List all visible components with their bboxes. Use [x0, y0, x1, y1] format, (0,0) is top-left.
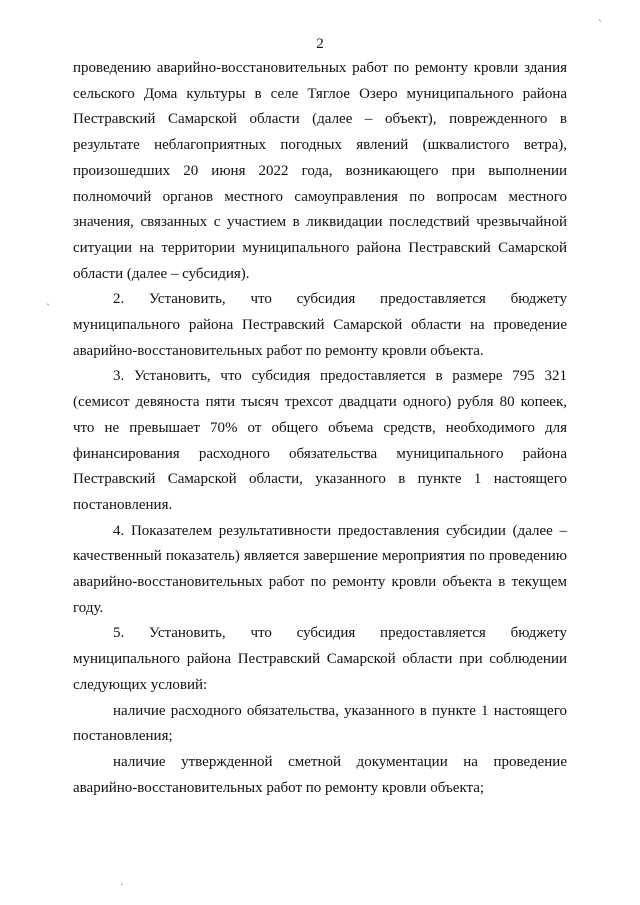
scan-mark: · [120, 880, 124, 891]
scan-mark: ˏ [46, 292, 50, 306]
paragraph-item-3: 3. Установить, что субсидия предоставляется в размере 795 321 (семисот девяноста пяти тысяч трехсот двадцати одного) рубля 80 копеек, что не превышает 70% от общего объема средств, необходимого для финансирования расходного обязательства муниципального района Пестравский Самарской области, указанного в пункте 1 настоящего постановления. [73, 368, 567, 513]
scan-mark: ˎ [598, 8, 602, 22]
paragraph-subsidy-purpose: проведению аварийно-восстановительных работ по ремонту кровли здания сельского Дома культуры в селе Тяглое Озеро муниципального района Пестравский Самарской области (далее – объект), поврежденного в результате неблагоприятных погодных явлений (шквалистого ветра), произошедших 20 июня 2022 года, возникающего при выполнении полномочий органов местного самоуправления по вопросам местного значения, связанных с участием в ликвидации последствий чрезвычайной ситуации на территории муниципального района Пестравский Самарской области (далее – субсидия). [73, 60, 567, 282]
document-body [73, 56, 567, 801]
paragraph-condition-estimate: наличие утвержденной сметной документации на проведение аварийно-восстановительных работ по ремонту кровли объекта; [73, 753, 567, 796]
paragraph-item-4: 4. Показателем результативности предоставления субсидии (далее – качественный показатель) является завершение мероприятия по проведению аварийно-восстановительных работ по ремонту кровли объекта в текущем году. [73, 522, 567, 616]
paragraph-item-2: 2. Установить, что субсидия предоставляется бюджету муниципального района Пестравский Самарской области на проведение аварийно-восстановительных работ по ремонту кровли объекта. [73, 291, 567, 359]
paragraph-condition-obligation: наличие расходного обязательства, указанного в пункте 1 настоящего постановления; [73, 702, 567, 745]
page-number: 2 [316, 36, 324, 52]
paragraph-item-5: 5. Установить, что субсидия предоставляется бюджету муниципального района Пестравский Самарской области при соблюдении следующих условий: [73, 625, 567, 693]
